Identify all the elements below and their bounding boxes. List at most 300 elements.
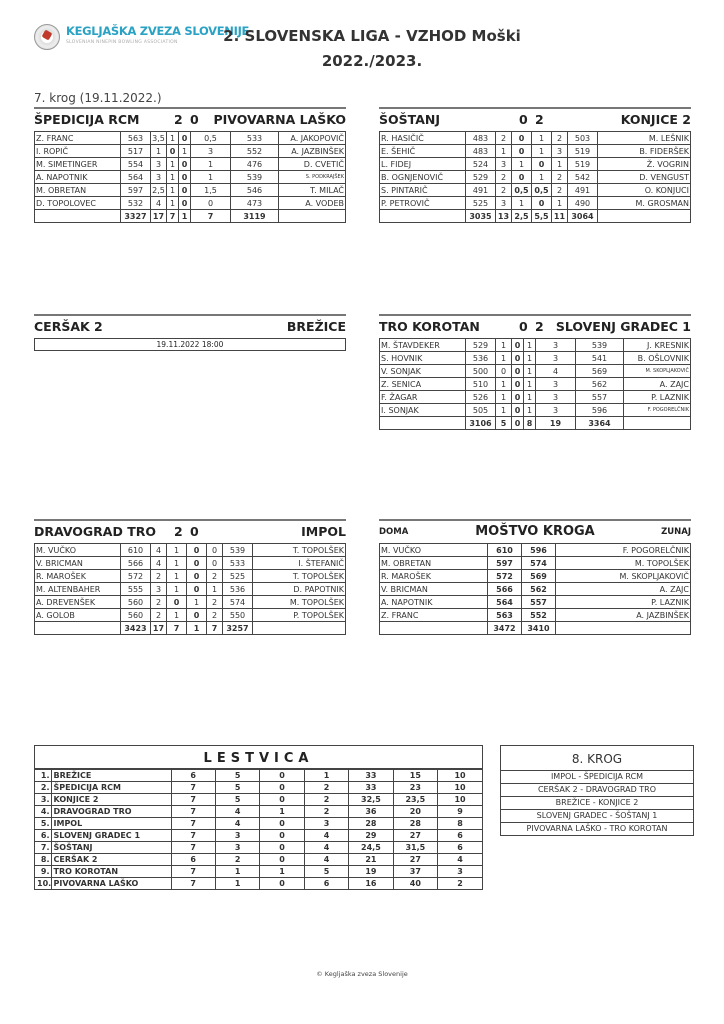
standings-row — [35, 854, 482, 866]
home-pins: 564 — [488, 596, 522, 609]
home-pins: 510 — [466, 378, 496, 391]
away-player: P. LAZNIK — [624, 391, 691, 404]
home-set-points: 2 — [151, 596, 167, 609]
season: 2022./2023. — [321, 52, 423, 70]
team: BREŽICE — [51, 770, 171, 782]
away-pins: 574 — [522, 557, 556, 570]
home-point: 1 — [167, 158, 179, 171]
home-pins: 564 — [121, 171, 151, 184]
away-point: 1 — [524, 365, 536, 378]
points-for: 36 — [349, 806, 393, 818]
rank: 2. — [35, 782, 51, 794]
away-team: IMPOL — [301, 524, 346, 539]
standings-row — [35, 794, 482, 806]
home-point: 0 — [512, 132, 532, 145]
table-row — [380, 583, 691, 596]
away-pins: 503 — [568, 132, 598, 145]
home-point: 1 — [512, 158, 532, 171]
games: 6 — [171, 854, 215, 866]
home-player: L. FIDEJ — [380, 158, 466, 171]
away-pins: 539 — [223, 544, 253, 557]
home-point: 0 — [512, 404, 524, 417]
away-pins: 3064 — [568, 210, 598, 223]
home-player: M. OBRETAN — [35, 184, 121, 197]
home-player — [35, 622, 121, 635]
home-pins: 505 — [466, 404, 496, 417]
rank: 4. — [35, 806, 51, 818]
table-row — [35, 596, 346, 609]
home-point: 2,5 — [512, 210, 532, 223]
home-team: ŠOŠTANJ — [379, 112, 440, 127]
games: 7 — [171, 806, 215, 818]
home-set-points: 1 — [496, 391, 512, 404]
home-set-points: 2 — [496, 171, 512, 184]
team-of-round-table — [379, 543, 691, 635]
points-for: 21 — [349, 854, 393, 866]
home-team: ŠPEDICIJA RCM — [34, 112, 140, 127]
home-pins: 524 — [466, 158, 496, 171]
away-set-points: 1 — [191, 171, 231, 184]
home-player: M. VUČKO — [35, 544, 121, 557]
away-point: 0 — [187, 557, 207, 570]
games: 6 — [171, 770, 215, 782]
away-pins: 3364 — [576, 417, 624, 430]
home-pins: 560 — [121, 609, 151, 622]
home-pins: 536 — [466, 352, 496, 365]
away-pins: 3119 — [231, 210, 279, 223]
match-table — [379, 338, 691, 430]
away-pins: 542 — [568, 171, 598, 184]
home-pins: 3423 — [121, 622, 151, 635]
points-for: 28 — [349, 818, 393, 830]
league-points: 10 — [438, 794, 482, 806]
home-player — [380, 417, 466, 430]
away-player: D. CVETIČ — [279, 158, 346, 171]
away-point: 0,5 — [532, 184, 552, 197]
games: 7 — [171, 866, 215, 878]
away-score: 0 — [190, 112, 199, 127]
wins: 4 — [215, 818, 259, 830]
away-set-points: 2 — [552, 171, 568, 184]
away-player: B. FIDERŠEK — [598, 145, 691, 158]
away-player: F. POGORELČNIK — [624, 404, 691, 417]
away-pins: 539 — [576, 339, 624, 352]
away-pins: 596 — [576, 404, 624, 417]
draws: 0 — [260, 830, 304, 842]
away-player: M. TOPOLŠEK — [556, 557, 691, 570]
home-player: Z. SENICA — [380, 378, 466, 391]
away-player — [598, 210, 691, 223]
table-row — [35, 583, 346, 596]
wins: 1 — [215, 878, 259, 890]
match-table — [379, 131, 691, 223]
table-row — [380, 145, 691, 158]
table-row — [380, 557, 691, 570]
draws: 0 — [260, 842, 304, 854]
home-set-points: 4 — [151, 557, 167, 570]
team-of-round — [379, 524, 691, 635]
home-score: 0 — [519, 112, 528, 127]
away-point: 1 — [187, 596, 207, 609]
away-pins: 546 — [231, 184, 279, 197]
points-against: 23 — [393, 782, 437, 794]
home-player: M. VUČKO — [380, 544, 488, 557]
standings-row — [35, 842, 482, 854]
away-pins: 491 — [568, 184, 598, 197]
wins: 4 — [215, 806, 259, 818]
totals-row — [380, 622, 691, 635]
team: SLOVENJ GRADEC 1 — [51, 830, 171, 842]
home-player: S. HOVNIK — [380, 352, 466, 365]
points-against: 15 — [393, 770, 437, 782]
home-player: I. SONJAK — [380, 404, 466, 417]
away-player — [624, 417, 691, 430]
losses: 1 — [304, 770, 348, 782]
away-set-points: 0 — [207, 557, 223, 570]
away-pins: 557 — [576, 391, 624, 404]
home-pins: 3035 — [466, 210, 496, 223]
home-set-points: 2,5 — [152, 185, 165, 195]
points-for: 33 — [349, 782, 393, 794]
home-label: DOMA — [379, 527, 409, 537]
home-point: 1 — [167, 609, 187, 622]
home-pins: 491 — [466, 184, 496, 197]
table-row — [35, 557, 346, 570]
away-set-points: 1 — [552, 197, 568, 210]
away-player: M. GROSMAN — [598, 197, 691, 210]
losses: 6 — [304, 878, 348, 890]
away-player: M. SKOPLJAKOVIČ — [624, 365, 691, 378]
away-set-points: 1,5 — [191, 184, 231, 197]
home-player: A. DREVENŠEK — [35, 596, 121, 609]
next-fixture: CERŠAK 2 - DRAVOGRAD TRO — [501, 784, 693, 797]
away-point: 1 — [524, 404, 536, 417]
away-player: A. VODEB — [279, 197, 346, 210]
rank: 5. — [35, 818, 51, 830]
home-point: 0 — [512, 145, 532, 158]
losses: 2 — [304, 794, 348, 806]
home-score: 2 — [174, 112, 183, 127]
away-point: 0 — [179, 171, 191, 184]
home-point: 0 — [512, 391, 524, 404]
home-point: 0 — [512, 339, 524, 352]
next-round-fixtures — [501, 771, 693, 835]
table-row — [380, 184, 691, 197]
table-row — [35, 171, 346, 184]
league-points: 9 — [438, 806, 482, 818]
team: TRO KOROTAN — [51, 866, 171, 878]
table-row — [380, 544, 691, 557]
games: 7 — [171, 782, 215, 794]
match-header — [34, 112, 346, 128]
rank: 7. — [35, 842, 51, 854]
table-row — [380, 158, 691, 171]
team: DRAVOGRAD TRO — [51, 806, 171, 818]
home-set-points: 5 — [496, 417, 512, 430]
home-player: B. OGNJENOVIČ — [380, 171, 466, 184]
home-team: DRAVOGRAD TRO — [34, 524, 156, 539]
away-team: SLOVENJ GRADEC 1 — [555, 319, 691, 334]
away-player: B. OŠLOVNIK — [624, 352, 691, 365]
match-table — [34, 543, 346, 635]
home-player: V. SONJAK — [380, 365, 466, 378]
away-pins: 473 — [231, 197, 279, 210]
home-pins: 555 — [121, 583, 151, 596]
home-pins: 597 — [488, 557, 522, 570]
rank: 8. — [35, 854, 51, 866]
away-set-points: 3 — [191, 145, 231, 158]
away-player: S. PODKRAJŠEK — [279, 171, 346, 184]
losses: 4 — [304, 842, 348, 854]
home-player — [35, 210, 121, 223]
home-player: V. BRICMAN — [35, 557, 121, 570]
points-against: 27 — [393, 830, 437, 842]
home-pins: 517 — [121, 145, 151, 158]
home-set-points: 1 — [496, 352, 512, 365]
away-point: 0 — [187, 544, 207, 557]
home-player: M. SIMETINGER — [35, 158, 121, 171]
away-pins: 539 — [231, 171, 279, 184]
away-score: 0 — [190, 524, 199, 539]
table-row — [380, 365, 691, 378]
away-pins: 562 — [522, 583, 556, 596]
points-against: 40 — [393, 878, 437, 890]
team: KONJICE 2 — [51, 794, 171, 806]
league-points: 10 — [438, 782, 482, 794]
home-point: 0,5 — [512, 184, 532, 197]
losses: 3 — [304, 818, 348, 830]
standings-row — [35, 830, 482, 842]
points-against: 37 — [393, 866, 437, 878]
away-set-points: 1 — [207, 583, 223, 596]
table-row — [35, 132, 346, 145]
match-table — [34, 131, 346, 223]
games: 7 — [171, 842, 215, 854]
match-spedicija-pivovarna — [34, 112, 346, 223]
table-row — [35, 145, 346, 158]
away-point: 0 — [179, 184, 191, 197]
losses: 2 — [304, 782, 348, 794]
away-team: PIVOVARNA LAŠKO — [213, 112, 346, 127]
league-points: 2 — [438, 878, 482, 890]
points-for: 29 — [349, 830, 393, 842]
home-point: 0 — [167, 145, 179, 158]
points-against: 28 — [393, 818, 437, 830]
draws: 0 — [260, 770, 304, 782]
away-set-points: 1 — [191, 158, 231, 171]
home-score: 2 — [174, 524, 183, 539]
away-set-points: 2 — [207, 570, 223, 583]
divider — [34, 107, 346, 109]
home-player: R. MAROŠEK — [35, 570, 121, 583]
rank: 9. — [35, 866, 51, 878]
team: ŠOŠTANJ — [51, 842, 171, 854]
losses: 4 — [304, 854, 348, 866]
away-pins: 552 — [522, 609, 556, 622]
draws: 0 — [260, 794, 304, 806]
table-row — [380, 404, 691, 417]
away-point: 1 — [187, 622, 207, 635]
away-point: 1 — [524, 391, 536, 404]
home-player: D. TOPOLOVEC — [35, 197, 121, 210]
away-set-points: 3 — [536, 352, 576, 365]
league-points: 3 — [438, 866, 482, 878]
home-point: 0 — [167, 596, 187, 609]
next-fixture: BREŽICE - KONJICE 2 — [501, 797, 693, 810]
games: 7 — [171, 830, 215, 842]
next-fixture: SLOVENJ GRADEC - ŠOŠTANJ 1 — [501, 810, 693, 823]
home-set-points: 0 — [496, 365, 512, 378]
games: 7 — [171, 878, 215, 890]
home-pins: 554 — [121, 158, 151, 171]
table-row — [380, 609, 691, 622]
match-dravograd-impol — [34, 524, 346, 635]
home-player: V. BRICMAN — [380, 583, 488, 596]
home-pins: 572 — [121, 570, 151, 583]
wins: 1 — [215, 866, 259, 878]
match-date: 19.11.2022 18:00 — [34, 338, 346, 351]
table-row — [380, 197, 691, 210]
home-player: A. GOLOB — [35, 609, 121, 622]
home-point: 1 — [167, 570, 187, 583]
home-player: M. ŠTAVDEKER — [380, 339, 466, 352]
away-point: 0 — [187, 570, 207, 583]
away-point: 0 — [179, 197, 191, 210]
org-name: KEGLJAŠKA ZVEZA SLOVENIJE — [66, 24, 250, 38]
totals-row — [35, 622, 346, 635]
away-pins: 574 — [223, 596, 253, 609]
away-player: A. ZAJC — [624, 378, 691, 391]
away-label: ZUNAJ — [661, 527, 691, 537]
home-pins: 597 — [121, 184, 151, 197]
home-point: 1 — [512, 197, 532, 210]
away-point: 1 — [532, 145, 552, 158]
home-pins: 610 — [488, 544, 522, 557]
home-set-points: 13 — [496, 210, 512, 223]
home-set-points: 2 — [151, 609, 167, 622]
home-player — [380, 210, 466, 223]
away-player — [556, 622, 691, 635]
table-row — [380, 378, 691, 391]
points-for: 33 — [349, 770, 393, 782]
away-team: KONJICE 2 — [620, 112, 691, 127]
table-row — [35, 197, 346, 210]
draws: 1 — [260, 866, 304, 878]
away-set-points: 7 — [207, 622, 223, 635]
away-team: BREŽICE — [286, 319, 346, 334]
table-row — [35, 570, 346, 583]
home-team: CERŠAK 2 — [34, 319, 103, 334]
team: ŠPEDICIJA RCM — [51, 782, 171, 794]
away-score: 2 — [535, 112, 544, 127]
home-score: 0 — [519, 319, 528, 334]
away-pins: 541 — [576, 352, 624, 365]
home-pins: 572 — [488, 570, 522, 583]
home-set-points: 3 — [151, 583, 167, 596]
home-pins: 563 — [121, 132, 151, 145]
away-player: Ž. VOGRIN — [598, 158, 691, 171]
table-row — [35, 158, 346, 171]
points-for: 19 — [349, 866, 393, 878]
home-point: 1 — [167, 544, 187, 557]
away-point: 1 — [532, 171, 552, 184]
rank: 10. — [37, 879, 52, 888]
games: 7 — [171, 818, 215, 830]
away-pins: 490 — [568, 197, 598, 210]
standings-title: LESTVICA — [35, 746, 482, 769]
standings-table — [35, 769, 482, 889]
team-of-round-title: MOŠTVO KROGA — [475, 524, 595, 539]
next-fixture: PIVOVARNA LAŠKO - TRO KOROTAN — [526, 824, 668, 833]
away-point: 0 — [532, 197, 552, 210]
table-row — [35, 609, 346, 622]
away-player: M. SKOPLJAKOVIČ — [556, 570, 691, 583]
points-for: 24,5 — [349, 842, 393, 854]
away-pins: 533 — [231, 132, 279, 145]
standings-row — [35, 770, 482, 782]
away-point: 0 — [179, 132, 191, 145]
home-point: 1 — [167, 171, 179, 184]
table-row — [380, 132, 691, 145]
away-player: I. ŠTEFANIČ — [253, 557, 346, 570]
away-set-points: 19 — [536, 417, 576, 430]
home-player: M. OBRETAN — [380, 557, 488, 570]
match-header — [379, 319, 691, 335]
away-set-points: 4 — [536, 365, 576, 378]
totals-row — [380, 210, 691, 223]
away-pins: 525 — [223, 570, 253, 583]
league-points: 6 — [438, 830, 482, 842]
home-point: 1 — [167, 184, 179, 197]
points-against: 20 — [393, 806, 437, 818]
rank: 6. — [35, 830, 51, 842]
home-set-points: 1 — [496, 339, 512, 352]
away-player: A. JAZBINŠEK — [279, 145, 346, 158]
away-pins: 552 — [231, 145, 279, 158]
standings — [34, 745, 483, 890]
home-pins: 525 — [466, 197, 496, 210]
match-header — [34, 524, 346, 540]
home-player: I. ROPIČ — [35, 145, 121, 158]
home-set-points: 3 — [496, 197, 512, 210]
away-point: 1 — [524, 378, 536, 391]
match-sostanj-konjice — [379, 112, 691, 223]
home-player: A. NAPOTNIK — [35, 171, 121, 184]
league-points: 8 — [438, 818, 482, 830]
divider — [379, 107, 691, 109]
league-points: 6 — [438, 842, 482, 854]
away-pins: 569 — [522, 570, 556, 583]
rank: 1. — [35, 770, 51, 782]
away-player: D. PAPOTNIK — [253, 583, 346, 596]
home-player — [380, 622, 488, 635]
home-set-points: 3 — [151, 158, 167, 171]
rank: 3. — [35, 794, 51, 806]
home-pins: 3106 — [466, 417, 496, 430]
away-set-points: 3 — [536, 404, 576, 417]
home-pins: 529 — [466, 171, 496, 184]
away-score: 2 — [535, 319, 544, 334]
away-pins: 3257 — [223, 622, 253, 635]
footer-copyright: © Kegljaška zveza Slovenije — [316, 970, 408, 978]
home-point: 7 — [167, 622, 187, 635]
home-set-points: 1 — [496, 145, 512, 158]
home-point: 0 — [512, 365, 524, 378]
away-player: A. ZAJC — [556, 583, 691, 596]
away-point: 1 — [524, 352, 536, 365]
home-point: 0 — [512, 352, 524, 365]
standings-row — [35, 806, 482, 818]
